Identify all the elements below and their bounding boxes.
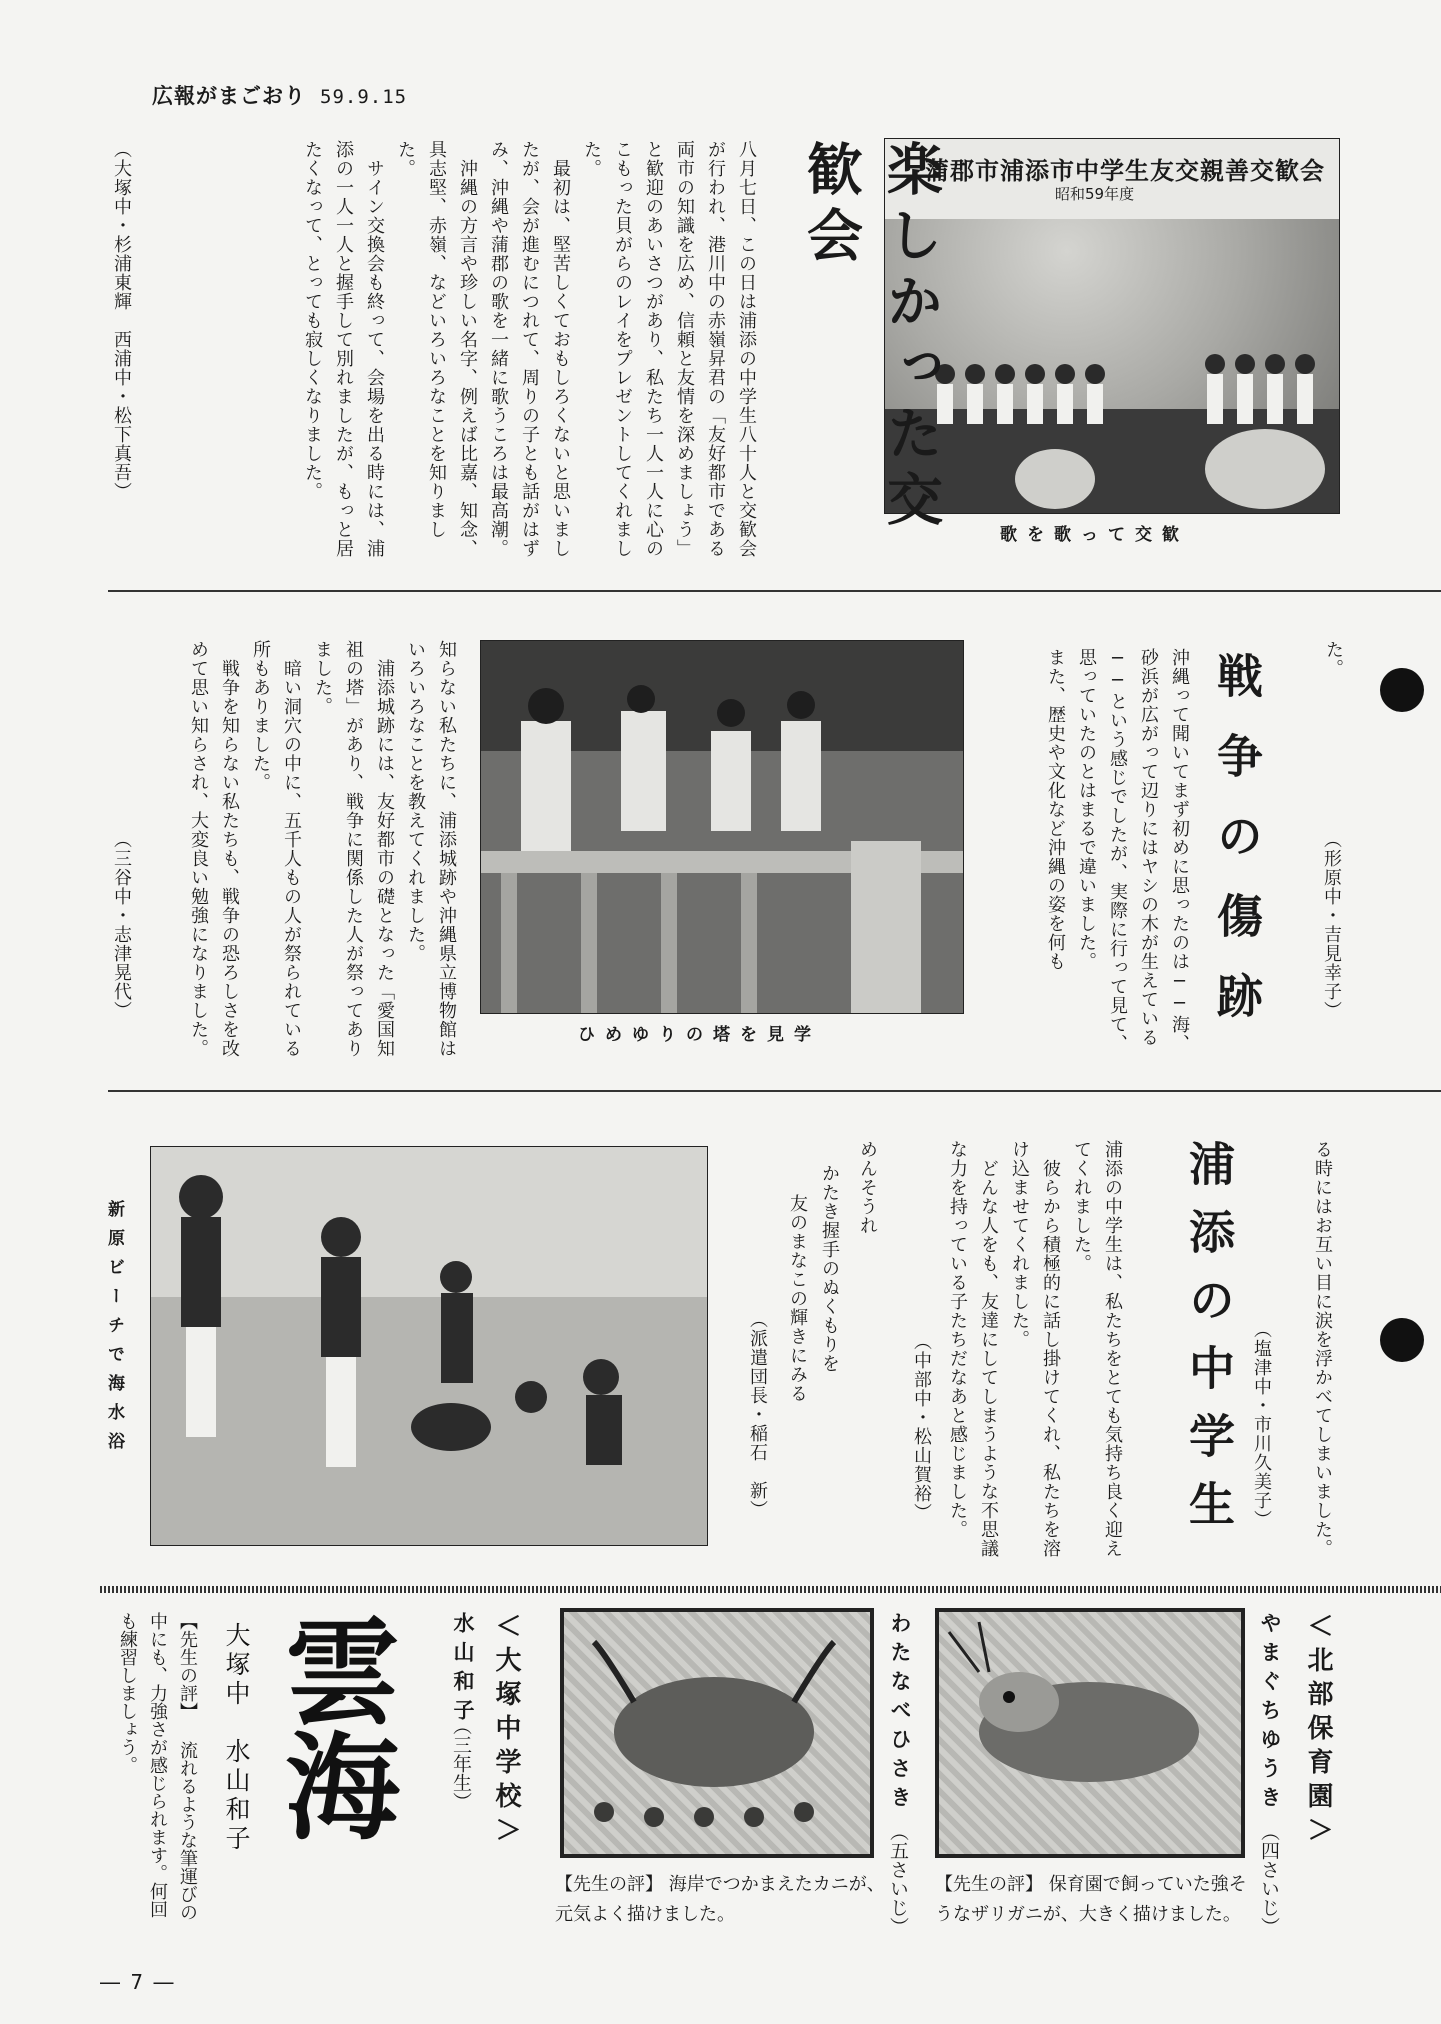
watanabe-artist-grade: （五さいじ） bbox=[887, 1822, 909, 1936]
kita-artist-name: やまぐちゆうき bbox=[1258, 1612, 1282, 1815]
photo-banner-text: 蒲郡市浦添市中学生友交親善交歓会 bbox=[925, 157, 1325, 185]
section3-title: 浦添の中学生 bbox=[1182, 1140, 1236, 1548]
watanabe-teacher-comment: 【先生の評】 海岸でつかまえたカニが、元気よく描けました。 bbox=[555, 1874, 885, 1925]
watanabe-artist-name: わたなべひさき bbox=[888, 1612, 912, 1815]
photo-banner-subtext: 昭和59年度 bbox=[1055, 185, 1135, 203]
section-bullet-dot-2 bbox=[1380, 1318, 1424, 1362]
kita-artist-grade: （四さいじ） bbox=[1258, 1822, 1280, 1936]
calligraphy-main: 雲海 bbox=[265, 1612, 400, 1842]
himeyuri-photo-graphic bbox=[481, 641, 963, 1013]
crab-drawing bbox=[560, 1608, 874, 1858]
beach-caption: 新原ビーチで海水浴 bbox=[104, 1200, 124, 1461]
otsuka-student-grade: （三年生） bbox=[450, 1716, 472, 1811]
page-number: ― 7 ― bbox=[100, 1970, 176, 1994]
section3-author: （中部中・松山賀裕） bbox=[911, 1332, 932, 1522]
section3-prev-col: る時にはお互い目に涙を浮かべてしまいました。 bbox=[1312, 1140, 1333, 1558]
poem-heading: めんそうれ bbox=[857, 1140, 878, 1235]
section2-prev-author: （形原中・吉見幸子） bbox=[1321, 830, 1342, 1020]
otsuka-school: 大塚中学校 bbox=[491, 1646, 521, 1816]
himeyuri-caption: ひめゆりの塔を見学 bbox=[578, 1025, 821, 1045]
section3-body: 浦添の中学生は、私たちをとても気持ち良く迎えてくれました。 彼らから積極的に話し掛けてくれ、私たちを溶け込ませてくれました。 どんな人をも、友達にしてしまうような不思議な力を持っている子たちだなあと感じました。 bbox=[947, 1140, 1123, 1558]
otsuka-teacher-comment: 【先生の評】 流れるような筆運びの中にも、力強さが感じられます。何回も練習しましょう。 bbox=[117, 1612, 198, 1921]
section1-author: （大塚中・杉浦東輝 西浦中・松下真吾） bbox=[111, 140, 132, 501]
calligraphy-panel bbox=[212, 1612, 432, 1932]
himeyuri-photo bbox=[480, 640, 964, 1014]
section2-body-left: 知らない私たちに、浦添城跡や沖縄県立博物館はいろいろなことを教えてくれました。 浦添城跡には、友好都市の礎となった「愛国知祖の塔」があり、戦争に関係した人が祭ってありました。 暗い洞穴の中に、五千人もの人が祭られている所もありました。 戦争を知らない私たちも、戦争の恐ろしさを改めて思い知らされ、大変良い勉強になりました。 bbox=[188, 640, 457, 1058]
crayfish-drawing bbox=[935, 1608, 1245, 1858]
otsuka-student-name: 水山和子 bbox=[451, 1612, 475, 1728]
kita-nursery-school: 北部保育園 bbox=[1303, 1646, 1333, 1816]
beach-photo bbox=[150, 1146, 708, 1546]
poem-author: （派遣団長・稲石 新） bbox=[747, 1310, 768, 1519]
page-header bbox=[152, 80, 407, 110]
beach-photo-graphic bbox=[151, 1147, 707, 1545]
crayfish-drawing-graphic bbox=[939, 1612, 1241, 1854]
poem-line-2: 友のまなこの輝きにみる bbox=[787, 1194, 808, 1403]
section-divider-1 bbox=[108, 590, 1441, 592]
section1-body: 八月七日、この日は浦添の中学生八十人と交歓会が行われ、港川中の赤嶺昇君の「友好都市である両市の知識を広め、信頼と友情を深めましょう」と歓迎のあいさつがあり、私たち一人一人に心のこもった貝がらのレイをプレゼントしてくれました。 最初は、堅苦しくておもしろくないと思いましたが、会が進むにつれて、周りの子とも話がはずみ、沖縄や蒲郡の歌を一緒に歌うころは最高潮。 沖縄の方言や珍しい名字、例えば比嘉、知念、具志堅、赤嶺、などいろいろなことを知りました。 サイン交換会も終って、会場を出る時には、浦添の一人一人と握手して別れましたが、もっと居たくなって、とっても寂しくなりました。 bbox=[302, 140, 757, 558]
poem-line-1: かたき握手のぬくもりを bbox=[819, 1164, 840, 1373]
kita-nursery-heading: ＜北部保育園＞ bbox=[1303, 1612, 1333, 1850]
publication-title: 広報がまごおり bbox=[152, 83, 306, 108]
section-bullet-dot bbox=[1380, 668, 1424, 712]
section3-prev-author: （塩津中・市川久美子） bbox=[1251, 1320, 1272, 1529]
exchange-party-caption: 歌を歌って交歓 bbox=[1000, 525, 1189, 545]
calligraphy-signature: 大塚中 水山和子 bbox=[222, 1622, 251, 1854]
crab-drawing-graphic bbox=[564, 1612, 870, 1854]
otsuka-school-heading: ＜大塚中学校＞ bbox=[491, 1612, 521, 1850]
section1-title: 楽しかった交歓会 bbox=[798, 140, 943, 536]
exchange-party-photo bbox=[884, 138, 1340, 514]
kita-teacher-comment: 【先生の評】 保育園で飼っていた強そうなザリガニが、大きく描けました。 bbox=[935, 1874, 1247, 1925]
section-divider-3 bbox=[100, 1586, 1441, 1593]
issue-date: 59.9.15 bbox=[320, 86, 408, 108]
section-divider-2 bbox=[108, 1090, 1441, 1092]
section2-title: 戦争の傷跡 bbox=[1210, 652, 1264, 1052]
section2-body-right: 沖縄って聞いてまず初めに思ったのは──海、砂浜が広がって辺りにはヤシの木が生えている──という感じでしたが、実際に行って見て、思っていたのとはまるで違いました。 また、歴史や文化など沖縄の姿を何も bbox=[1045, 648, 1190, 1053]
section2-author: （三谷中・志津晃代） bbox=[111, 830, 132, 1020]
section2-prev-col: た。 bbox=[1323, 640, 1344, 678]
